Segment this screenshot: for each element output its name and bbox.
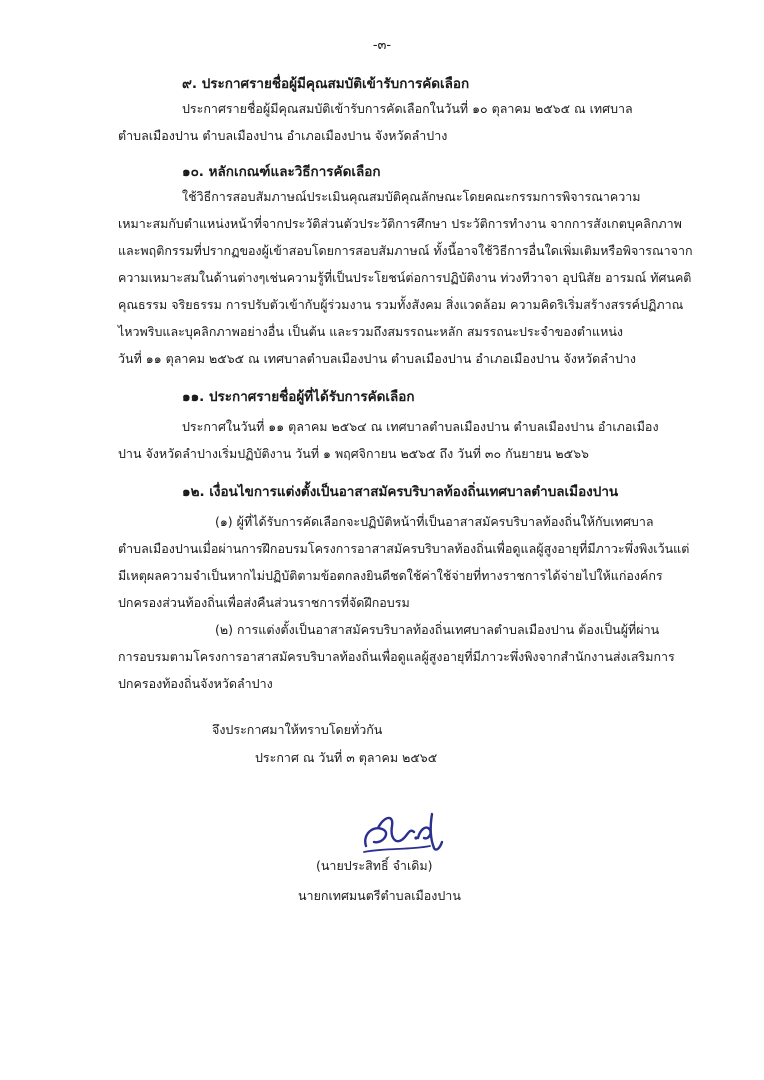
- section-12-heading: ๑๒. เงื่อนไขการแต่งตั้งเป็นอาสาสมัครบริบาลท้องถิ่นเทศบาลตำบลเมืองปาน: [182, 484, 619, 500]
- section-9-line-2: ตำบลเมืองปาน ตำบลเมืองปาน อำเภอเมืองปาน จังหวัดลำปาง: [118, 128, 448, 143]
- section-10-line-7: วันที่ ๑๑ ตุลาคม ๒๕๖๕ ณ เทศบาลตำบลเมืองปาน ตำบลเมืองปาน อำเภอเมืองปาน จังหวัดลำปาง: [118, 351, 637, 366]
- announcement-date: ประกาศ ณ วันที่ ๓ ตุลาคม ๒๕๖๕: [255, 750, 438, 765]
- section-10-line-6: ไหวพริบและบุคลิกภาพอย่างอื่น เป็นต้น และรวมถึงสมรรถนะหลัก สมรรถนะประจำของตำแหน่ง: [118, 324, 623, 339]
- section-12-line-4: ปกครองส่วนท้องถิ่นเพื่อส่งคืนส่วนราชการที่จัดฝึกอบรม: [118, 595, 410, 610]
- section-10-line-5: คุณธรรม จริยธรรม การปรับตัวเข้ากับผู้ร่วมงาน รวมทั้งสังคม สิ่งแวดล้อม ความคิดริเริ่มสร้างสรรค์ปฏิภาณ: [118, 297, 684, 312]
- closing-statement: จึงประกาศมาให้ทราบโดยทั่วกัน: [212, 722, 383, 737]
- section-11-line-1: ประกาศในวันที่ ๑๑ ตุลาคม ๒๕๖๔ ณ เทศบาลตำบลเมืองปาน ตำบลเมืองปาน อำเภอเมือง: [182, 419, 659, 434]
- section-10-line-1: ใช้วิธีการสอบสัมภาษณ์ประเมินคุณสมบัติคุณลักษณะโดยคณะกรรมการพิจารณาความ: [182, 189, 641, 204]
- section-10-line-2: เหมาะสมกับตำแหน่งหน้าที่จากประวัติส่วนตัวประวัติการศึกษา ประวัติการทำงาน จากการสังเกตบุคลิกภาพ: [118, 216, 682, 231]
- section-11-heading: ๑๑. ประกาศรายชื่อผู้ที่ได้รับการคัดเลือก: [182, 389, 415, 405]
- section-11-line-2: ปาน จังหวัดลำปางเริ่มปฏิบัติงาน วันที่ ๑ พฤศจิกายน ๒๕๖๕ ถึง วันที่ ๓๐ กันยายน ๒๕๖๖: [118, 446, 589, 461]
- section-12-line-5: (๒) การแต่งตั้งเป็นอาสาสมัครบริบาลท้องถิ่นเทศบาลตำบลเมืองปาน ต้องเป็นผู้ที่ผ่าน: [215, 622, 660, 637]
- section-10-line-4: ความเหมาะสมในด้านต่างๆเช่นความรู้ที่เป็นประโยชน์ต่อการปฏิบัติงาน ท่วงทีวาจา อุปนิสัย อารมณ์ ทัศนคติ: [118, 270, 692, 285]
- section-12-line-7: ปกครองท้องถิ่นจังหวัดลำปาง: [118, 676, 273, 691]
- handwritten-signature: [360, 808, 450, 860]
- section-12-line-3: มีเหตุผลความจำเป็นหากไม่ปฏิบัติตามข้อตกลงยินดีชดใช้ค่าใช้จ่ายที่ทางราชการได้จ่ายไปให้แก่องค์กร: [118, 568, 663, 583]
- section-12-line-2: ตำบลเมืองปานเมื่อผ่านการฝึกอบรมโครงการอาสาสมัครบริบาลท้องถิ่นเพื่อดูแลผู้สูงอายุที่มีภาวะพึ่งพิงเว้นแต่: [118, 541, 690, 556]
- signer-position: นายกเทศมนตรีตำบลเมืองปาน: [298, 888, 461, 903]
- section-9-heading: ๙. ประกาศรายชื่อผู้มีคุณสมบัติเข้ารับการคัดเลือก: [182, 76, 470, 92]
- signer-name: (นายประสิทธิ์ จำเดิม): [316, 858, 433, 873]
- section-9-line-1: ประกาศรายชื่อผู้มีคุณสมบัติเข้ารับการคัดเลือกในวันที่ ๑๐ ตุลาคม ๒๕๖๕ ณ เทศบาล: [182, 101, 633, 116]
- section-10-line-3: และพฤติกรรมที่ปรากฏของผู้เข้าสอบโดยการสอบสัมภาษณ์ ทั้งนี้อาจใช้วิธีการอื่นใดเพิ่มเติมหรือพิจารณาจาก: [118, 243, 693, 258]
- page-number: -๓-: [372, 38, 392, 53]
- section-10-heading: ๑๐. หลักเกณฑ์และวิธีการคัดเลือก: [182, 164, 381, 180]
- section-12-line-6: การอบรมตามโครงการอาสาสมัครบริบาลท้องถิ่นเพื่อดูแลผู้สูงอายุที่มีภาวะพึ่งพิงจากสำนักงานส่งเสริมการ: [118, 649, 675, 664]
- section-12-line-1: (๑) ผู้ที่ได้รับการคัดเลือกจะปฏิบัติหน้าที่เป็นอาสาสมัครบริบาลท้องถิ่นให้กับเทศบาล: [215, 514, 654, 529]
